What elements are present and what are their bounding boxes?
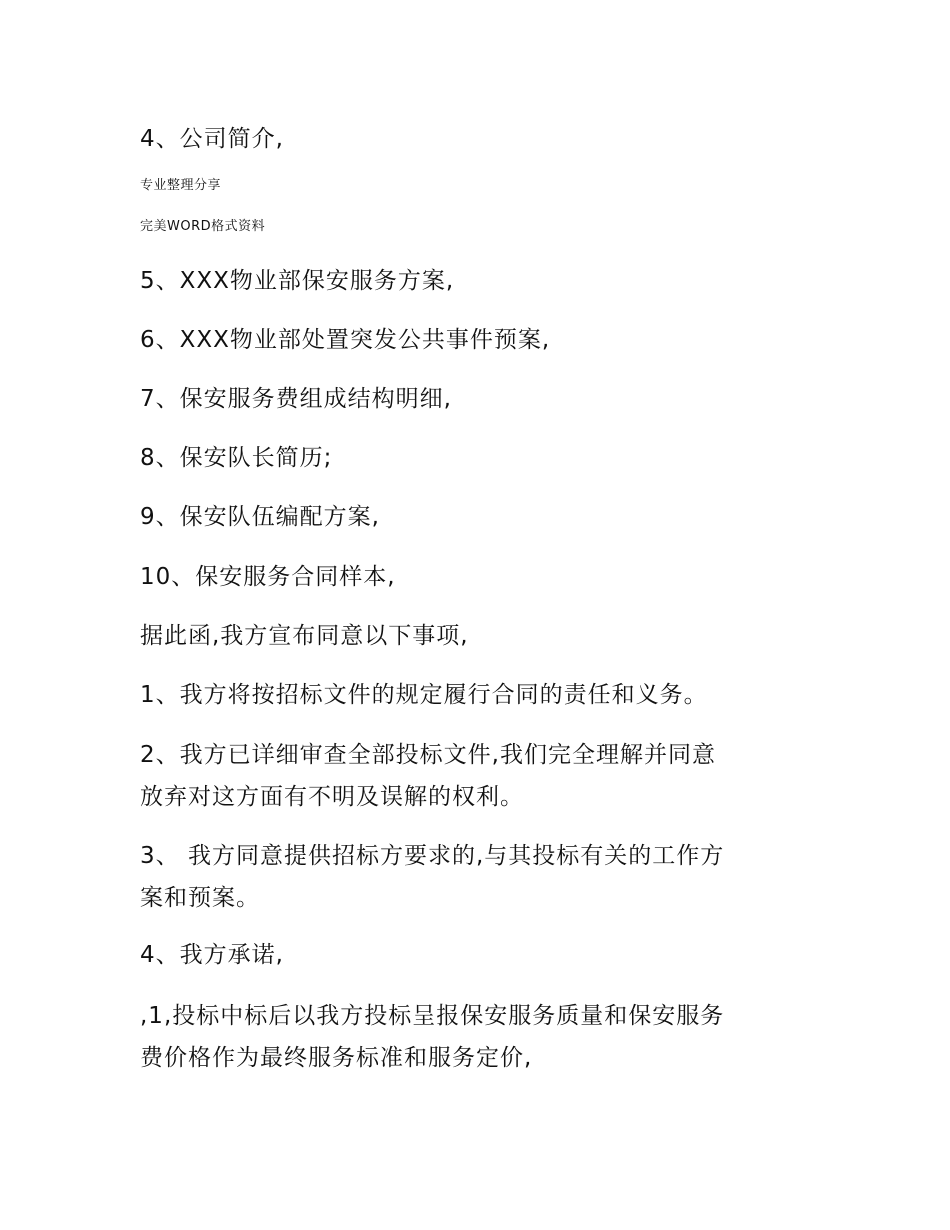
term-3-line-1: 3、 我方同意提供招标方要求的,与其投标有关的工作方	[140, 843, 725, 869]
list-item-10: 10、保安服务合同样本,	[140, 564, 396, 590]
term-4-1	[140, 995, 820, 1079]
intro-statement: 据此函,我方宣布同意以下事项,	[140, 623, 469, 649]
list-item-6: 6、XXX物业部处置突发公共事件预案,	[140, 327, 551, 353]
term-1: 1、我方将按招标文件的规定履行合同的责任和义务。	[140, 682, 708, 708]
watermark-line-2: 完美WORD格式资料	[140, 219, 266, 234]
list-item-5: 5、XXX物业部保安服务方案,	[140, 268, 455, 294]
list-item-8: 8、保安队长简历;	[140, 445, 333, 471]
term-4: 4、我方承诺,	[140, 942, 284, 968]
list-item-7: 7、保安服务费组成结构明细,	[140, 386, 452, 412]
watermark-line-1: 专业整理分享	[140, 178, 222, 193]
term-4-1-line-1: ,1,投标中标后以我方投标呈报保安服务质量和保安服务	[140, 1003, 725, 1029]
term-2	[140, 734, 820, 818]
term-3-line-2: 案和预案。	[140, 885, 260, 911]
list-item-9: 9、保安队伍编配方案,	[140, 504, 380, 530]
term-2-line-2: 放弃对这方面有不明及误解的权利。	[140, 784, 524, 810]
list-item-4: 4、公司简介,	[140, 126, 284, 152]
term-4-1-line-2: 费价格作为最终服务标准和服务定价,	[140, 1045, 533, 1071]
term-3	[140, 835, 820, 919]
term-2-line-1: 2、我方已详细审查全部投标文件,我们完全理解并同意	[140, 742, 716, 768]
